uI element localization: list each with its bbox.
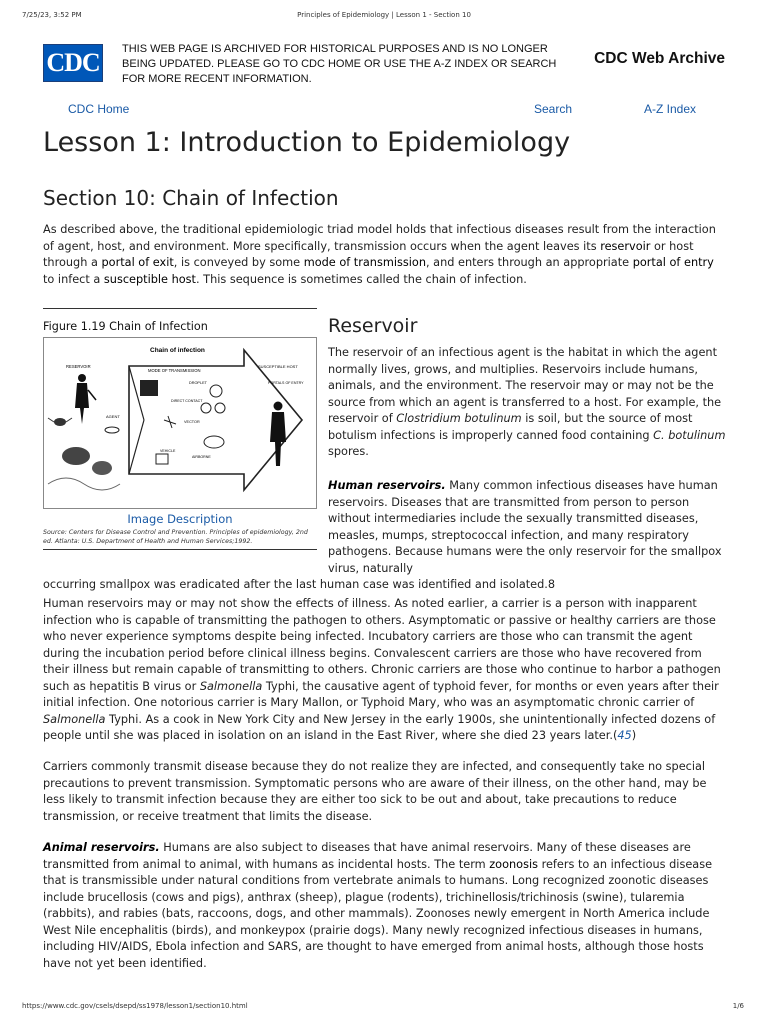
- print-page-number: 1/6: [732, 1002, 744, 1010]
- human-text: ): [631, 729, 637, 742]
- figure-source: Source: Centers for Disease Control and Prevention. Principles of epidemiology, 2nd ed. Atlanta: U.S. Department of Health and Human Services;1992.: [43, 529, 308, 545]
- section-title: Section 10: Chain of Infection: [43, 186, 339, 210]
- species-name: C. botulinum: [653, 428, 726, 442]
- print-header: [0, 0, 768, 20]
- term-reservoir[interactable]: reservoir: [600, 239, 651, 253]
- reservoir-paragraph: [328, 345, 728, 461]
- search-link[interactable]: Search: [534, 102, 573, 116]
- human-reservoirs-paragraph: [43, 478, 723, 594]
- carrier-types-paragraph: [43, 596, 725, 745]
- image-description-link[interactable]: Image Description: [127, 512, 233, 526]
- animal-text: Humans are also subject to diseases that have animal reservoirs. Many of these diseases are transmitted from animal to animal, with humans as incidental hosts. The term: [43, 841, 691, 871]
- intro-text: to infect a: [43, 272, 104, 286]
- label-droplet: DROPLET: [189, 381, 207, 385]
- species-name: Salmonella: [43, 712, 106, 726]
- human-text: Many common infectious diseases have human reservoirs. Diseases that are transmitted from person to person without intermediaries include the sexually transmitted diseases, measles, mumps, streptococcal infection, and many respiratory pathogens. Because humans were the only reservoir for the smallpox virus, naturally: [328, 479, 722, 575]
- print-url: https://www.cdc.gov/csels/dsepd/ss1978/lesson1/section10.html: [22, 1002, 248, 1010]
- host-head-icon: [274, 402, 283, 411]
- label-agent: AGENT: [106, 414, 120, 419]
- print-datetime: 7/25/23, 3:52 PM: [22, 11, 82, 19]
- cdc-web-archive-title[interactable]: CDC Web Archive: [594, 50, 725, 67]
- reservoir-text: The reservoir of an infectious agent is the habitat in which the agent normally lives, grows, and multiplies. Reservoirs include humans, animals, and the environment. The reservoir may or may not be the source from which an agent is transferred to a host. For example, the reservoir of: [328, 346, 722, 425]
- intro-text: or host through a: [43, 239, 694, 269]
- a-z-index-link[interactable]: A-Z Index: [644, 102, 697, 116]
- animal-reservoirs-paragraph: [43, 840, 725, 972]
- reservoir-heading: Reservoir: [328, 315, 418, 337]
- host-body-shape: [270, 412, 286, 466]
- agent-icon: [105, 427, 119, 433]
- animal-text: refers to an infectious disease that is transmissible under natural conditions from vertebrate animals to humans. Long recognized zoonotic diseases include brucellosis (cows and pigs), anthrax (sheep), plague (rodents), trichinellosis/trichinosis (swine), tularemia (rabbits), and rabies (bats, raccoons, dogs, and other mammals). Zoonoses newly emergent in North America include West Nile encephalitis (birds), and monkeypox (prairie dogs). Many newly recognized infectious diseases in humans, including HIV/AIDS, Ebola infection and SARS, are thought to have emerged from animal hosts, although those hosts have not yet been identified.: [43, 857, 713, 970]
- figure-top-rule: [43, 308, 317, 309]
- cdc-logo[interactable]: CDC: [43, 44, 103, 82]
- human-text: Typhi. As a cook in New York City and New Jersey in the early 1900s, she unintentionally infected dozens of people until she was placed in isolation on an island in the East River, where she died 23 years later.(: [43, 712, 716, 742]
- human-body-shape: [75, 383, 89, 424]
- label-reservoir: RESERVOIR: [66, 364, 91, 369]
- human-figure-icon: [78, 374, 86, 382]
- label-vector: VECTOR: [184, 420, 200, 424]
- lesson-title: Lesson 1: Introduction to Epidemiology: [43, 127, 571, 158]
- human-text: Human reservoirs may or may not show the effects of illness. As noted earlier, a carrier is a person with inapparent infection who is capable of transmitting the pathogen to others. Asymptomatic or passive or healthy carriers are those who never experience symptoms despite being infected. Incubatory carriers are those who can transmit the agent during the incubation period before clinical illness begins. Convalescent carriers are those who have recovered from their illness but remain capable of transmitting to others. Chronic carriers are those who continue to harbor a pathogen such as hepatitis B virus or: [43, 597, 721, 693]
- carriers-paragraph: Carriers commonly transmit disease because they do not realize they are infected, and consequently take no special precautions to prevent transmission. Symptomatic persons who are aware of their illness, on the other hand, may be less likely to transmit infection because they are either too sick to be out and about, take precautions to reduce transmission, or receive treatment that limits the disease.: [43, 760, 707, 823]
- intro-text: , is conveyed by some: [173, 256, 304, 269]
- reservoir-section: [328, 315, 728, 461]
- intro-text: , and enters through an appropriate: [425, 256, 633, 269]
- human-reservoirs-continued: occurring smallpox was eradicated after the last human case was identified and isolated.8: [43, 578, 556, 591]
- cdc-home-link[interactable]: CDC Home: [68, 102, 130, 116]
- reservoir-text: spores.: [328, 445, 369, 458]
- label-airborne: AIRBORNE: [192, 455, 211, 459]
- intro-text: . This sequence is sometimes called the chain of infection.: [195, 272, 527, 286]
- animal-reservoirs-label: Animal reservoirs.: [43, 841, 160, 854]
- diagram-title: Chain of infection: [150, 347, 205, 354]
- species-name: Clostridium botulinum: [396, 412, 522, 425]
- label-vehicle: VEHICLE: [160, 449, 176, 453]
- term-zoonosis[interactable]: zoonosis: [489, 857, 538, 871]
- intro-paragraph: [43, 222, 723, 288]
- archive-message: THIS WEB PAGE IS ARCHIVED FOR HISTORICAL PURPOSES AND IS NO LONGER BEING UPDATED. PLEASE GO TO CDC HOME OR USE THE A-Z INDEX OR SEARCH FOR MORE RECENT INFORMATION.: [122, 43, 557, 85]
- pig-icon: [62, 447, 90, 465]
- term-susceptible-host[interactable]: susceptible host: [103, 272, 196, 286]
- label-portals-of-entry: PORTALS OF ENTRY: [268, 381, 304, 385]
- bird-icon: [54, 418, 66, 426]
- print-doc-title: Principles of Epidemiology | Lesson 1 - Section 10: [297, 11, 471, 19]
- label-direct-contact: DIRECT CONTACT: [171, 399, 203, 403]
- human-arm: [88, 390, 96, 400]
- human-reservoirs-intro: [328, 478, 723, 577]
- archive-banner: [43, 42, 743, 84]
- term-portal-of-exit[interactable]: portal of exit: [101, 256, 174, 269]
- rodent-icon: [92, 461, 112, 475]
- reservoir-text: is soil, but the source of most botulism infections is improperly canned food containing: [328, 412, 693, 442]
- citation-link[interactable]: 45: [617, 729, 632, 742]
- term-mode-of-transmission[interactable]: mode of transmission: [303, 256, 426, 269]
- label-mode: MODE OF TRANSMISSION: [148, 368, 201, 373]
- intro-text: As described above, the traditional epidemiologic triad model holds that infectious diseases result from the interaction of agent, host, and environment. More specifically, transmission occurs when the agent leaves its: [43, 223, 716, 253]
- label-susceptible-host: SUSCEPTIBLE HOST: [258, 364, 298, 369]
- term-portal-of-entry[interactable]: portal of entry: [632, 256, 714, 269]
- contact-image-icon: [140, 380, 158, 396]
- human-reservoirs-label: Human reservoirs.: [328, 479, 446, 492]
- figure-caption: Figure 1.19 Chain of Infection: [43, 320, 208, 333]
- species-name: Salmonella: [199, 679, 263, 693]
- human-text: Typhi, the causative agent of typhoid fever, for months or even years after their initial infection. One notorious carrier is Mary Mallon, or Typhoid Mary, who was an asymptomatic chronic carrier of: [43, 679, 719, 709]
